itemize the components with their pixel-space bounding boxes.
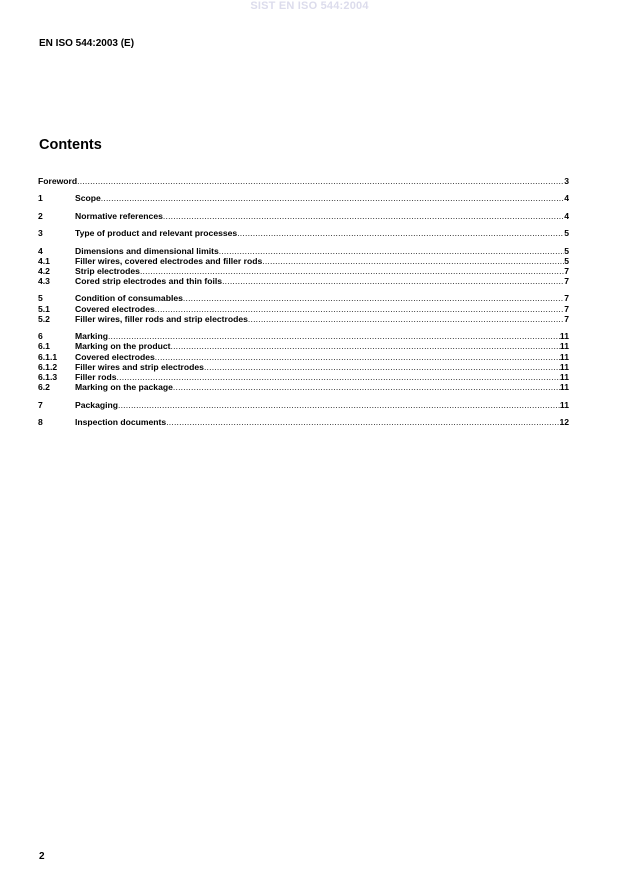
toc-entry-page: 4: [564, 210, 569, 221]
toc-entry-number: 1: [38, 193, 43, 204]
toc-entry-foreword[interactable]: [38, 176, 569, 186]
toc-entry[interactable]: [38, 382, 569, 392]
toc-entry-page: 7: [564, 313, 569, 324]
toc-entry-number: 6.2: [38, 382, 50, 393]
toc-entry-number: 4.1: [38, 255, 50, 266]
toc-entry-number: 5.1: [38, 303, 50, 314]
toc-entry-page: 11: [559, 361, 569, 372]
toc-entry-page: 12: [559, 416, 569, 427]
toc-entry-page: 11: [559, 371, 569, 382]
contents-heading: Contents: [39, 137, 102, 153]
toc-entry[interactable]: [38, 266, 569, 276]
toc-leader-dots: [170, 341, 559, 351]
toc-entry-title: Normative references: [75, 210, 163, 221]
toc-leader-dots: [155, 304, 564, 314]
toc-entry-number: 3: [38, 228, 43, 239]
toc-entry-title: Cored strip electrodes and thin foils: [75, 276, 223, 287]
toc-leader-dots: [183, 293, 564, 303]
toc-entry-page: 5: [564, 228, 569, 239]
toc-entry-page: 3: [564, 176, 569, 186]
toc-entry-number: 4: [38, 245, 43, 256]
toc-entry-title: Type of product and relevant processes: [75, 228, 238, 239]
toc-entry-number: 6: [38, 331, 43, 342]
toc-entry-title: Filler wires and strip electrodes: [75, 361, 204, 372]
toc-entry[interactable]: [38, 228, 569, 238]
watermark: SIST EN ISO 544:2004: [250, 0, 369, 12]
toc-entry-title: Marking: [75, 331, 108, 342]
toc-entry-title: Marking on the product: [75, 341, 171, 352]
toc-entry-title: Foreword: [38, 176, 78, 186]
toc-leader-dots: [248, 314, 564, 324]
toc-entry[interactable]: [38, 276, 569, 286]
toc-leader-dots: [219, 246, 564, 256]
toc-leader-dots: [77, 176, 564, 186]
toc-entry-number: 6.1.3: [38, 371, 58, 382]
toc-leader-dots: [108, 331, 560, 341]
toc-entry-title: Dimensions and dimensional limits: [75, 245, 219, 256]
toc-entry-number: 8: [38, 416, 43, 427]
toc-entry-title: Filler wires, covered electrodes and filler rods: [75, 255, 263, 266]
toc-entry-number: 7: [38, 399, 43, 410]
toc-entry[interactable]: [38, 400, 569, 410]
toc-entry-title: Filler rods: [75, 371, 117, 382]
page-number: 2: [39, 851, 45, 862]
toc-entry-page: 4: [564, 193, 569, 204]
toc-entry[interactable]: [38, 372, 569, 382]
toc-entry-title: Condition of consumables: [75, 293, 183, 304]
toc-leader-dots: [101, 193, 564, 203]
toc-entry-title: Marking on the package: [75, 382, 173, 393]
toc-entry-page: 7: [564, 293, 569, 304]
toc-entry-number: 5.2: [38, 313, 50, 324]
toc-leader-dots: [117, 372, 560, 382]
toc-entry-title: Inspection documents: [75, 416, 167, 427]
toc-entry-title: Scope: [75, 193, 101, 204]
toc-leader-dots: [163, 211, 564, 221]
toc-entry-page: 11: [559, 331, 569, 342]
toc-entry[interactable]: [38, 193, 569, 203]
toc-entry-page: 7: [564, 265, 569, 276]
toc-entry-title: Covered electrodes: [75, 351, 155, 362]
toc-leader-dots: [262, 256, 564, 266]
toc-entry-title: Packaging: [75, 399, 118, 410]
toc-leader-dots: [155, 352, 560, 362]
toc-entry-page: 11: [559, 351, 569, 362]
toc-entry[interactable]: [38, 352, 569, 362]
toc-entry-number: 6.1: [38, 341, 50, 352]
toc-entry-number: 5: [38, 293, 43, 304]
toc-entry-page: 11: [559, 399, 569, 410]
toc-entry-page: 11: [559, 341, 569, 352]
toc-leader-dots: [118, 400, 560, 410]
toc-entry-number: 4.2: [38, 265, 50, 276]
table-of-contents: [38, 176, 569, 427]
toc-entry-title: Covered electrodes: [75, 303, 155, 314]
toc-leader-dots: [204, 362, 560, 372]
toc-entry[interactable]: [38, 293, 569, 303]
toc-entry-title: Strip electrodes: [75, 265, 140, 276]
toc-entry-title: Filler wires, filler rods and strip electrodes: [75, 313, 248, 324]
toc-entry-page: 7: [564, 276, 569, 287]
toc-leader-dots: [173, 382, 560, 392]
toc-entry-page: 5: [564, 245, 569, 256]
toc-entry[interactable]: [38, 304, 569, 314]
toc-entry[interactable]: [38, 331, 569, 341]
toc-entry[interactable]: [38, 246, 569, 256]
document-header: EN ISO 544:2003 (E): [39, 38, 135, 49]
toc-leader-dots: [166, 417, 559, 427]
toc-leader-dots: [237, 228, 564, 238]
toc-entry[interactable]: [38, 256, 569, 266]
toc-entry-number: 6.1.1: [38, 351, 58, 362]
toc-entry[interactable]: [38, 314, 569, 324]
toc-entry[interactable]: [38, 417, 569, 427]
toc-entry-page: 11: [559, 382, 569, 393]
toc-entry-number: 2: [38, 210, 43, 221]
toc-leader-dots: [140, 266, 564, 276]
toc-entry-number: 4.3: [38, 276, 50, 287]
toc-entry[interactable]: [38, 362, 569, 372]
toc-entry[interactable]: [38, 211, 569, 221]
toc-entry[interactable]: [38, 341, 569, 351]
toc-entry-page: 5: [564, 255, 569, 266]
toc-entry-page: 7: [564, 303, 569, 314]
toc-leader-dots: [222, 276, 564, 286]
toc-entry-number: 6.1.2: [38, 361, 58, 372]
